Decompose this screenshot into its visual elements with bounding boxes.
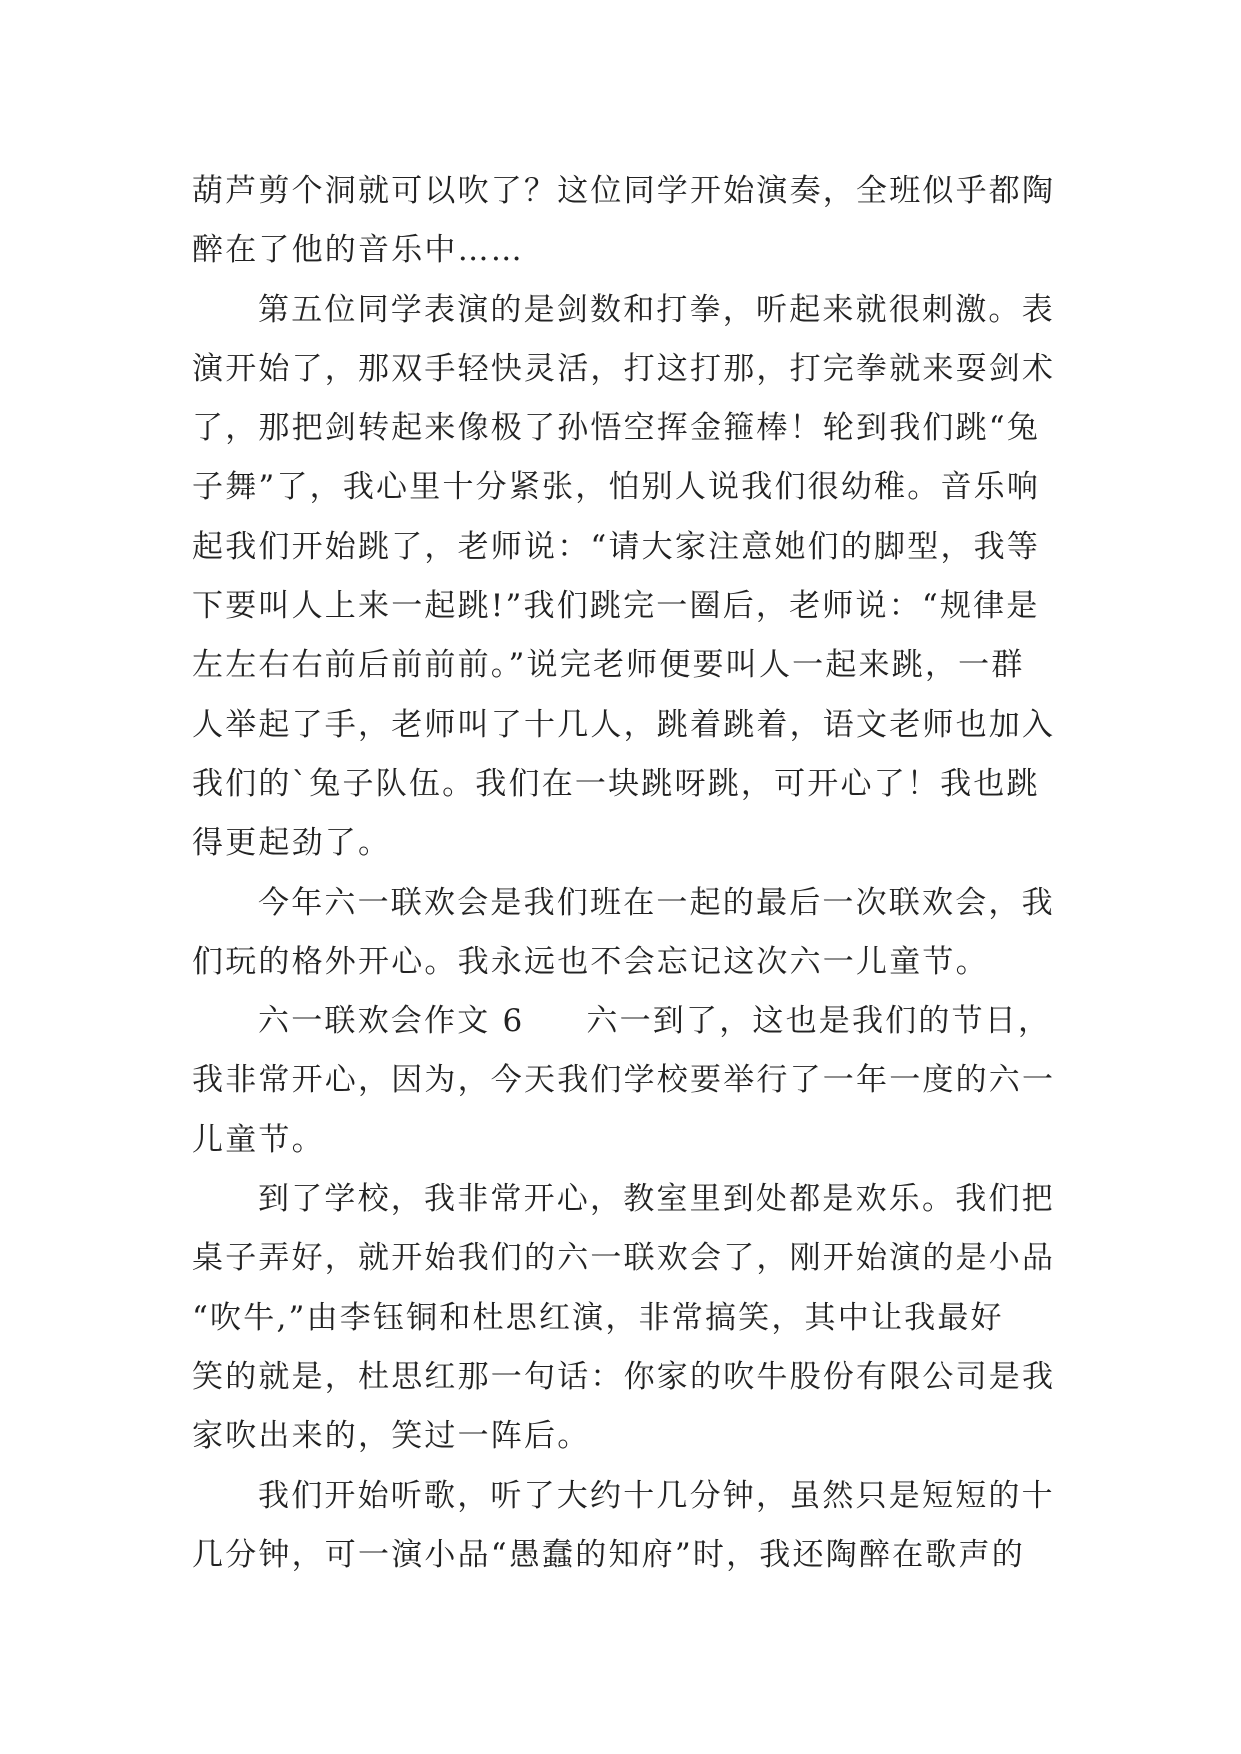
text-line: 人举起了手，老师叫了十几人，跳着跳着，语文老师也加入	[192, 706, 1056, 743]
text-line: 今年六一联欢会是我们班在一起的最后一次联欢会，我	[258, 884, 1055, 921]
text-line: 我非常开心，因为，今天我们学校要举行了一年一度的六一	[192, 1062, 1056, 1099]
text-line: 葫芦剪个洞就可以吹了？这位同学开始演奏，全班似乎都陶	[192, 173, 1056, 209]
text-line: 子舞”了，我心里十分紧张，怕别人说我们很幼稚。音乐响	[192, 469, 1041, 506]
text-line: 了，那把剑转起来像极了孙悟空挥金箍棒！轮到我们跳“兔	[192, 410, 1041, 447]
text-line: 下要叫人上来一起跳!”我们跳完一圈后，老师说：“规律是	[192, 588, 1040, 625]
section-title: 六一联欢会作文 6	[258, 1003, 525, 1040]
text-line: 醉在了他的音乐中……	[192, 232, 524, 269]
text-line: 家吹出来的，笑过一阵后。	[192, 1418, 591, 1455]
text-line: 笑的就是，杜思红那一句话：你家的吹牛股份有限公司是我	[192, 1358, 1056, 1395]
text-line: 我们的`兔子队伍。我们在一块跳呀跳，可开心了！我也跳	[192, 765, 1040, 802]
document-body	[192, 162, 1060, 1585]
text-line: 们玩的格外开心。我永远也不会忘记这次六一儿童节。	[192, 943, 989, 980]
text-line: 第五位同学表演的是剑数和打拳，听起来就很刺激。表	[258, 291, 1055, 328]
text-line: 桌子弄好，就开始我们的六一联欢会了，刚开始演的是小品	[192, 1240, 1056, 1277]
text-line: “吹牛,”由李钰铜和杜思红演，非常搞笑，其中让我最好	[192, 1299, 1004, 1336]
section-first-text: 六一到了，这也是我们的节日，	[586, 1003, 1052, 1040]
text-line: 到了学校，我非常开心，教室里到处都是欢乐。我们把	[258, 1181, 1055, 1218]
text-line: 得更起劲了。	[192, 825, 392, 862]
text-line: 几分钟，可一演小品“愚蠢的知府”时，我还陶醉在歌声的	[192, 1536, 1025, 1573]
text-line: 儿童节。	[192, 1121, 325, 1158]
section-heading-line	[192, 992, 1060, 1051]
text-line: 我们开始听歌，听了大约十几分钟，虽然只是短短的十	[258, 1477, 1055, 1514]
text-line: 左左右右前后前前前。”说完老师便要叫人一起来跳，一群	[192, 647, 1025, 684]
text-line: 演开始了，那双手轻快灵活，打这打那，打完拳就来耍剑术	[192, 350, 1056, 387]
text-line: 起我们开始跳了，老师说：“请大家注意她们的脚型，我等	[192, 528, 1041, 565]
